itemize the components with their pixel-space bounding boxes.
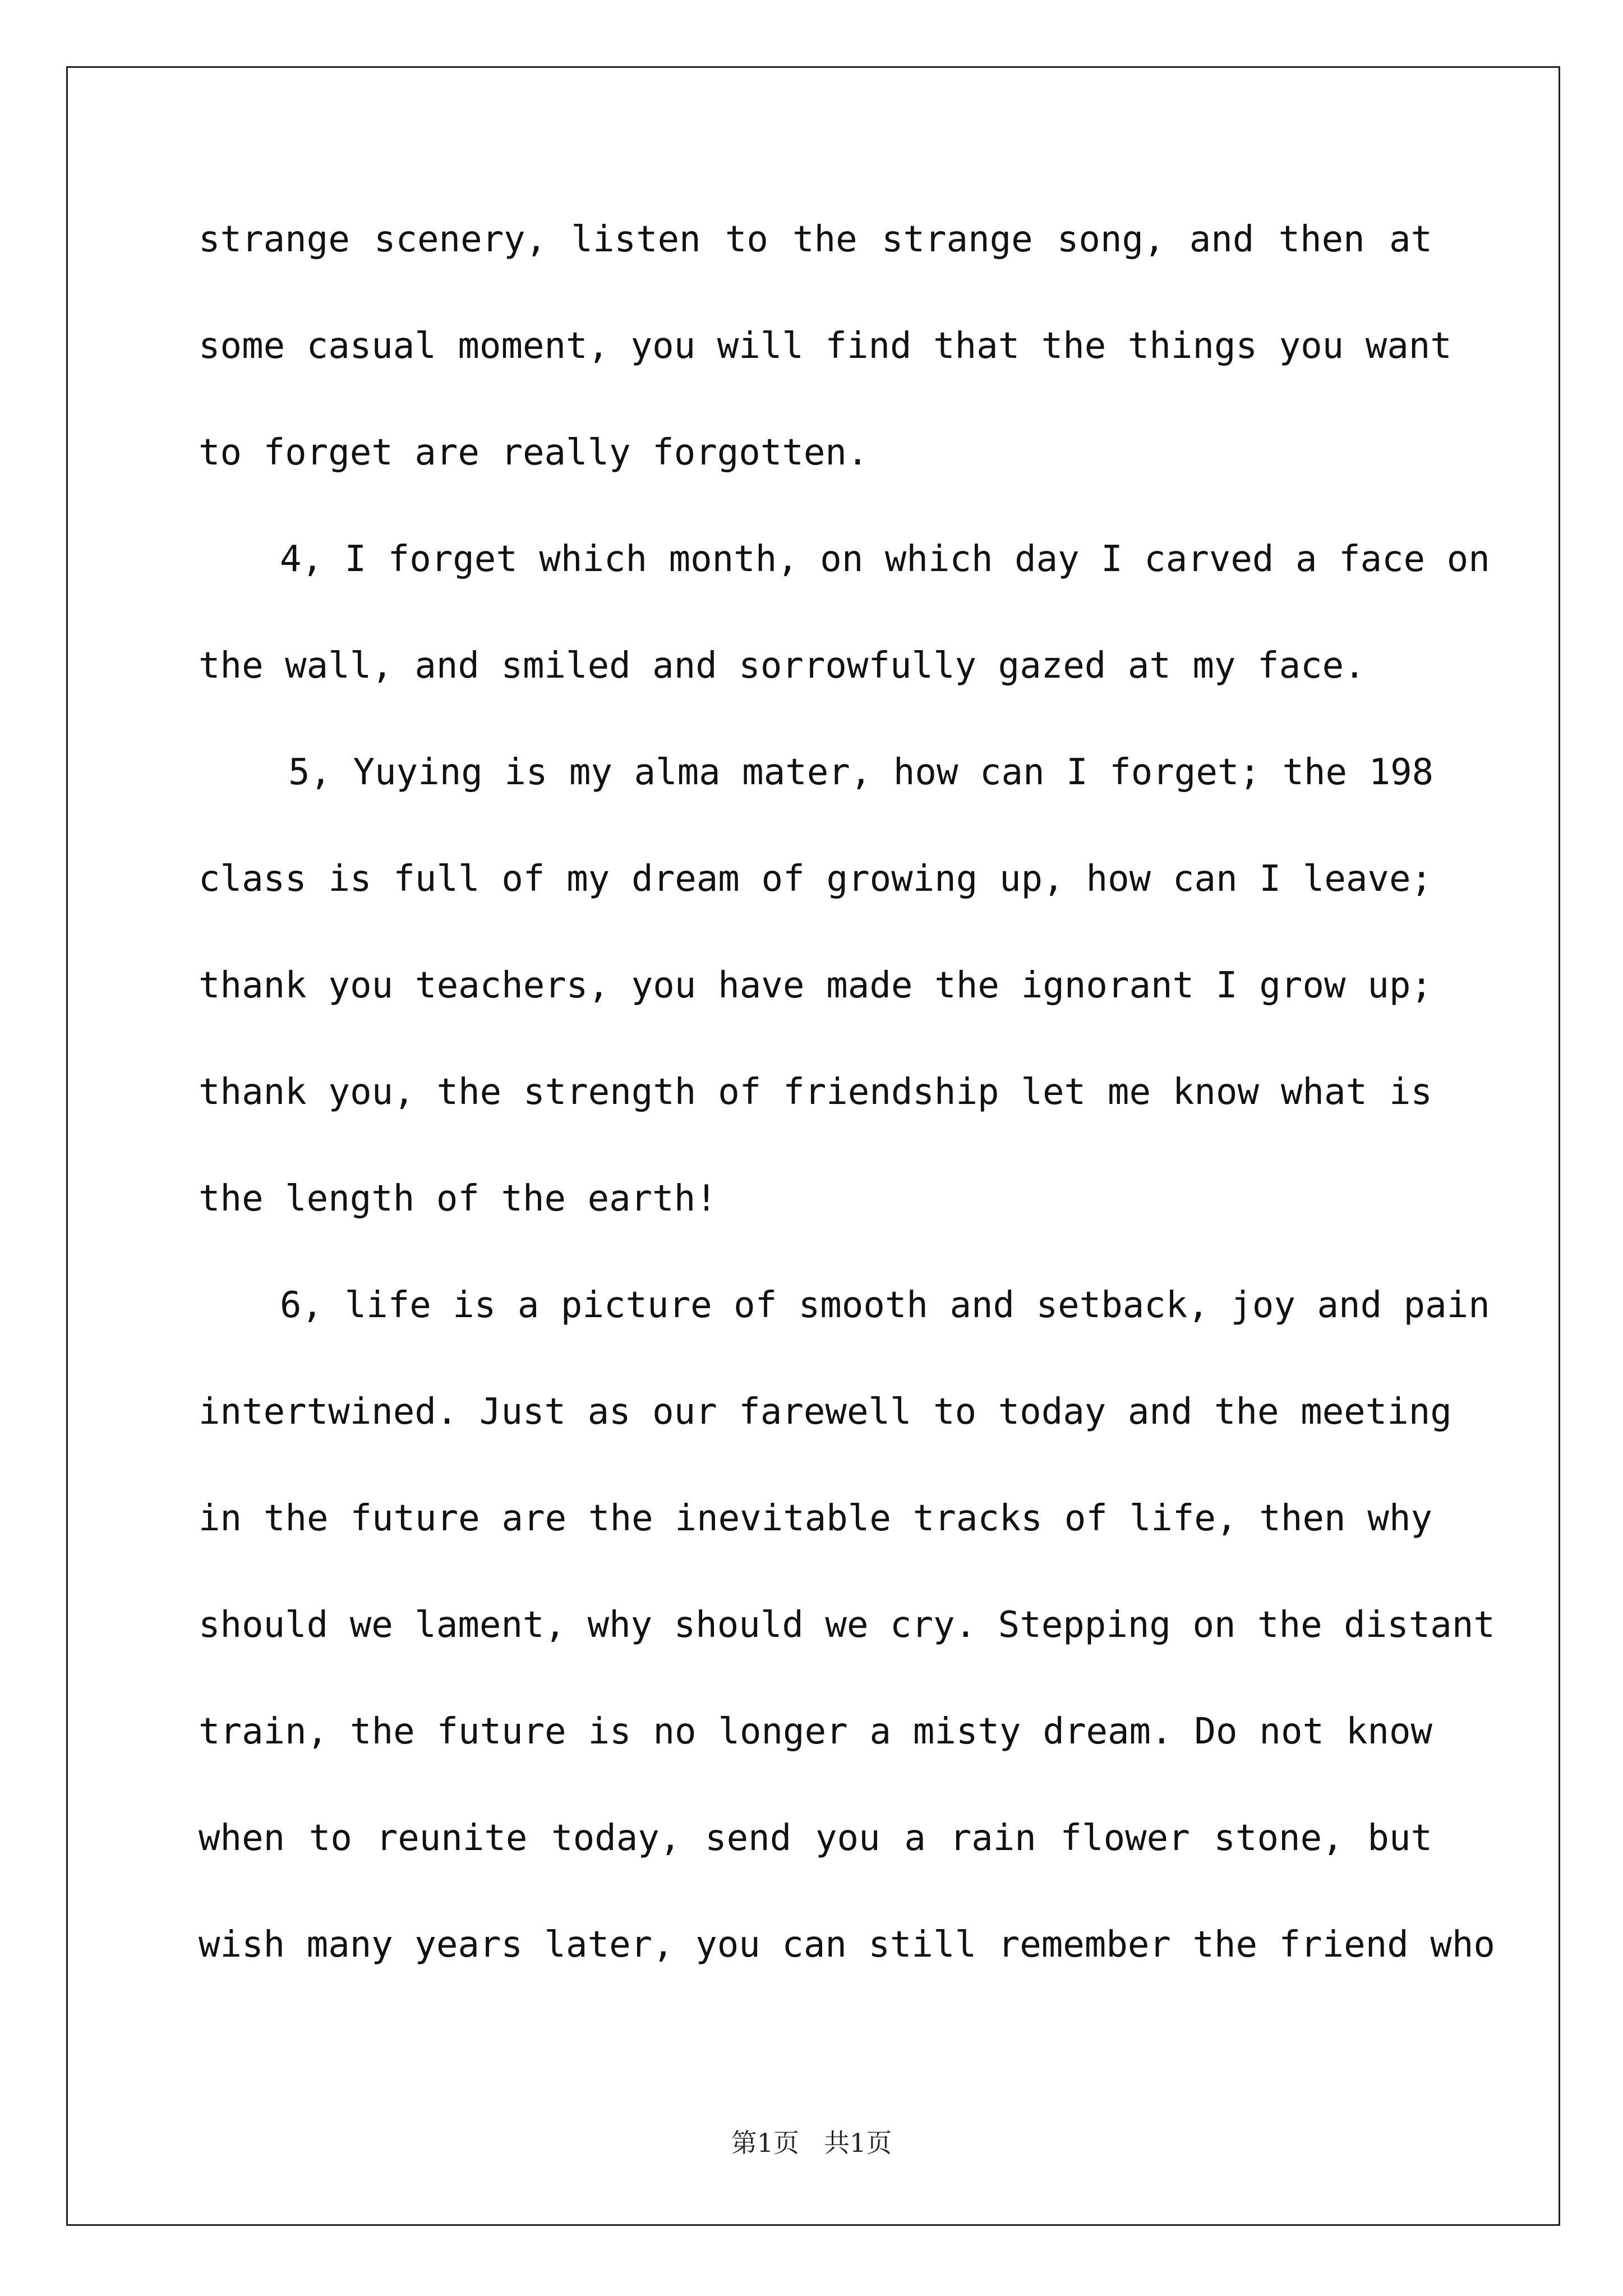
text-line: train, the future is no longer a misty dream. Do not know	[199, 1711, 1432, 1752]
text-line: to forget are really forgotten.	[199, 432, 869, 473]
page-border	[66, 66, 1560, 2226]
text-line: 6, life is a picture of smooth and setback, joy and pain	[280, 1285, 1490, 1326]
text-line: thank you teachers, you have made the ignorant I grow up;	[199, 965, 1432, 1006]
text-line: 5, Yuying is my alma mater, how can I forget; the 198	[288, 752, 1434, 793]
page-footer	[0, 2126, 1623, 2160]
text-line: intertwined. Just as our farewell to today and the meeting	[199, 1391, 1452, 1433]
text-line: thank you, the strength of friendship let me know what is	[199, 1071, 1432, 1113]
footer-spacer	[799, 2128, 824, 2158]
text-line: the wall, and smiled and sorrowfully gazed at my face.	[199, 645, 1366, 687]
text-line: 4, I forget which month, on which day I carved a face on	[280, 539, 1490, 580]
text-line: the length of the earth!	[199, 1178, 717, 1220]
text-line: class is full of my dream of growing up, how can I leave;	[199, 858, 1432, 900]
text-line: in the future are the inevitable tracks of life, then why	[199, 1498, 1432, 1539]
text-line: some casual moment, you will find that the things you want	[199, 325, 1452, 367]
text-line: wish many years later, you can still remember the friend who	[199, 1924, 1495, 1966]
text-line: strange scenery, listen to the strange song, and then at	[199, 219, 1432, 260]
page-number: 第1页	[731, 2128, 800, 2158]
text-line: should we lament, why should we cry. Stepping on the distant	[199, 1604, 1495, 1646]
text-line: when to reunite today, send you a rain flower stone, but	[199, 1818, 1432, 1859]
page-total: 共1页	[823, 2128, 892, 2158]
